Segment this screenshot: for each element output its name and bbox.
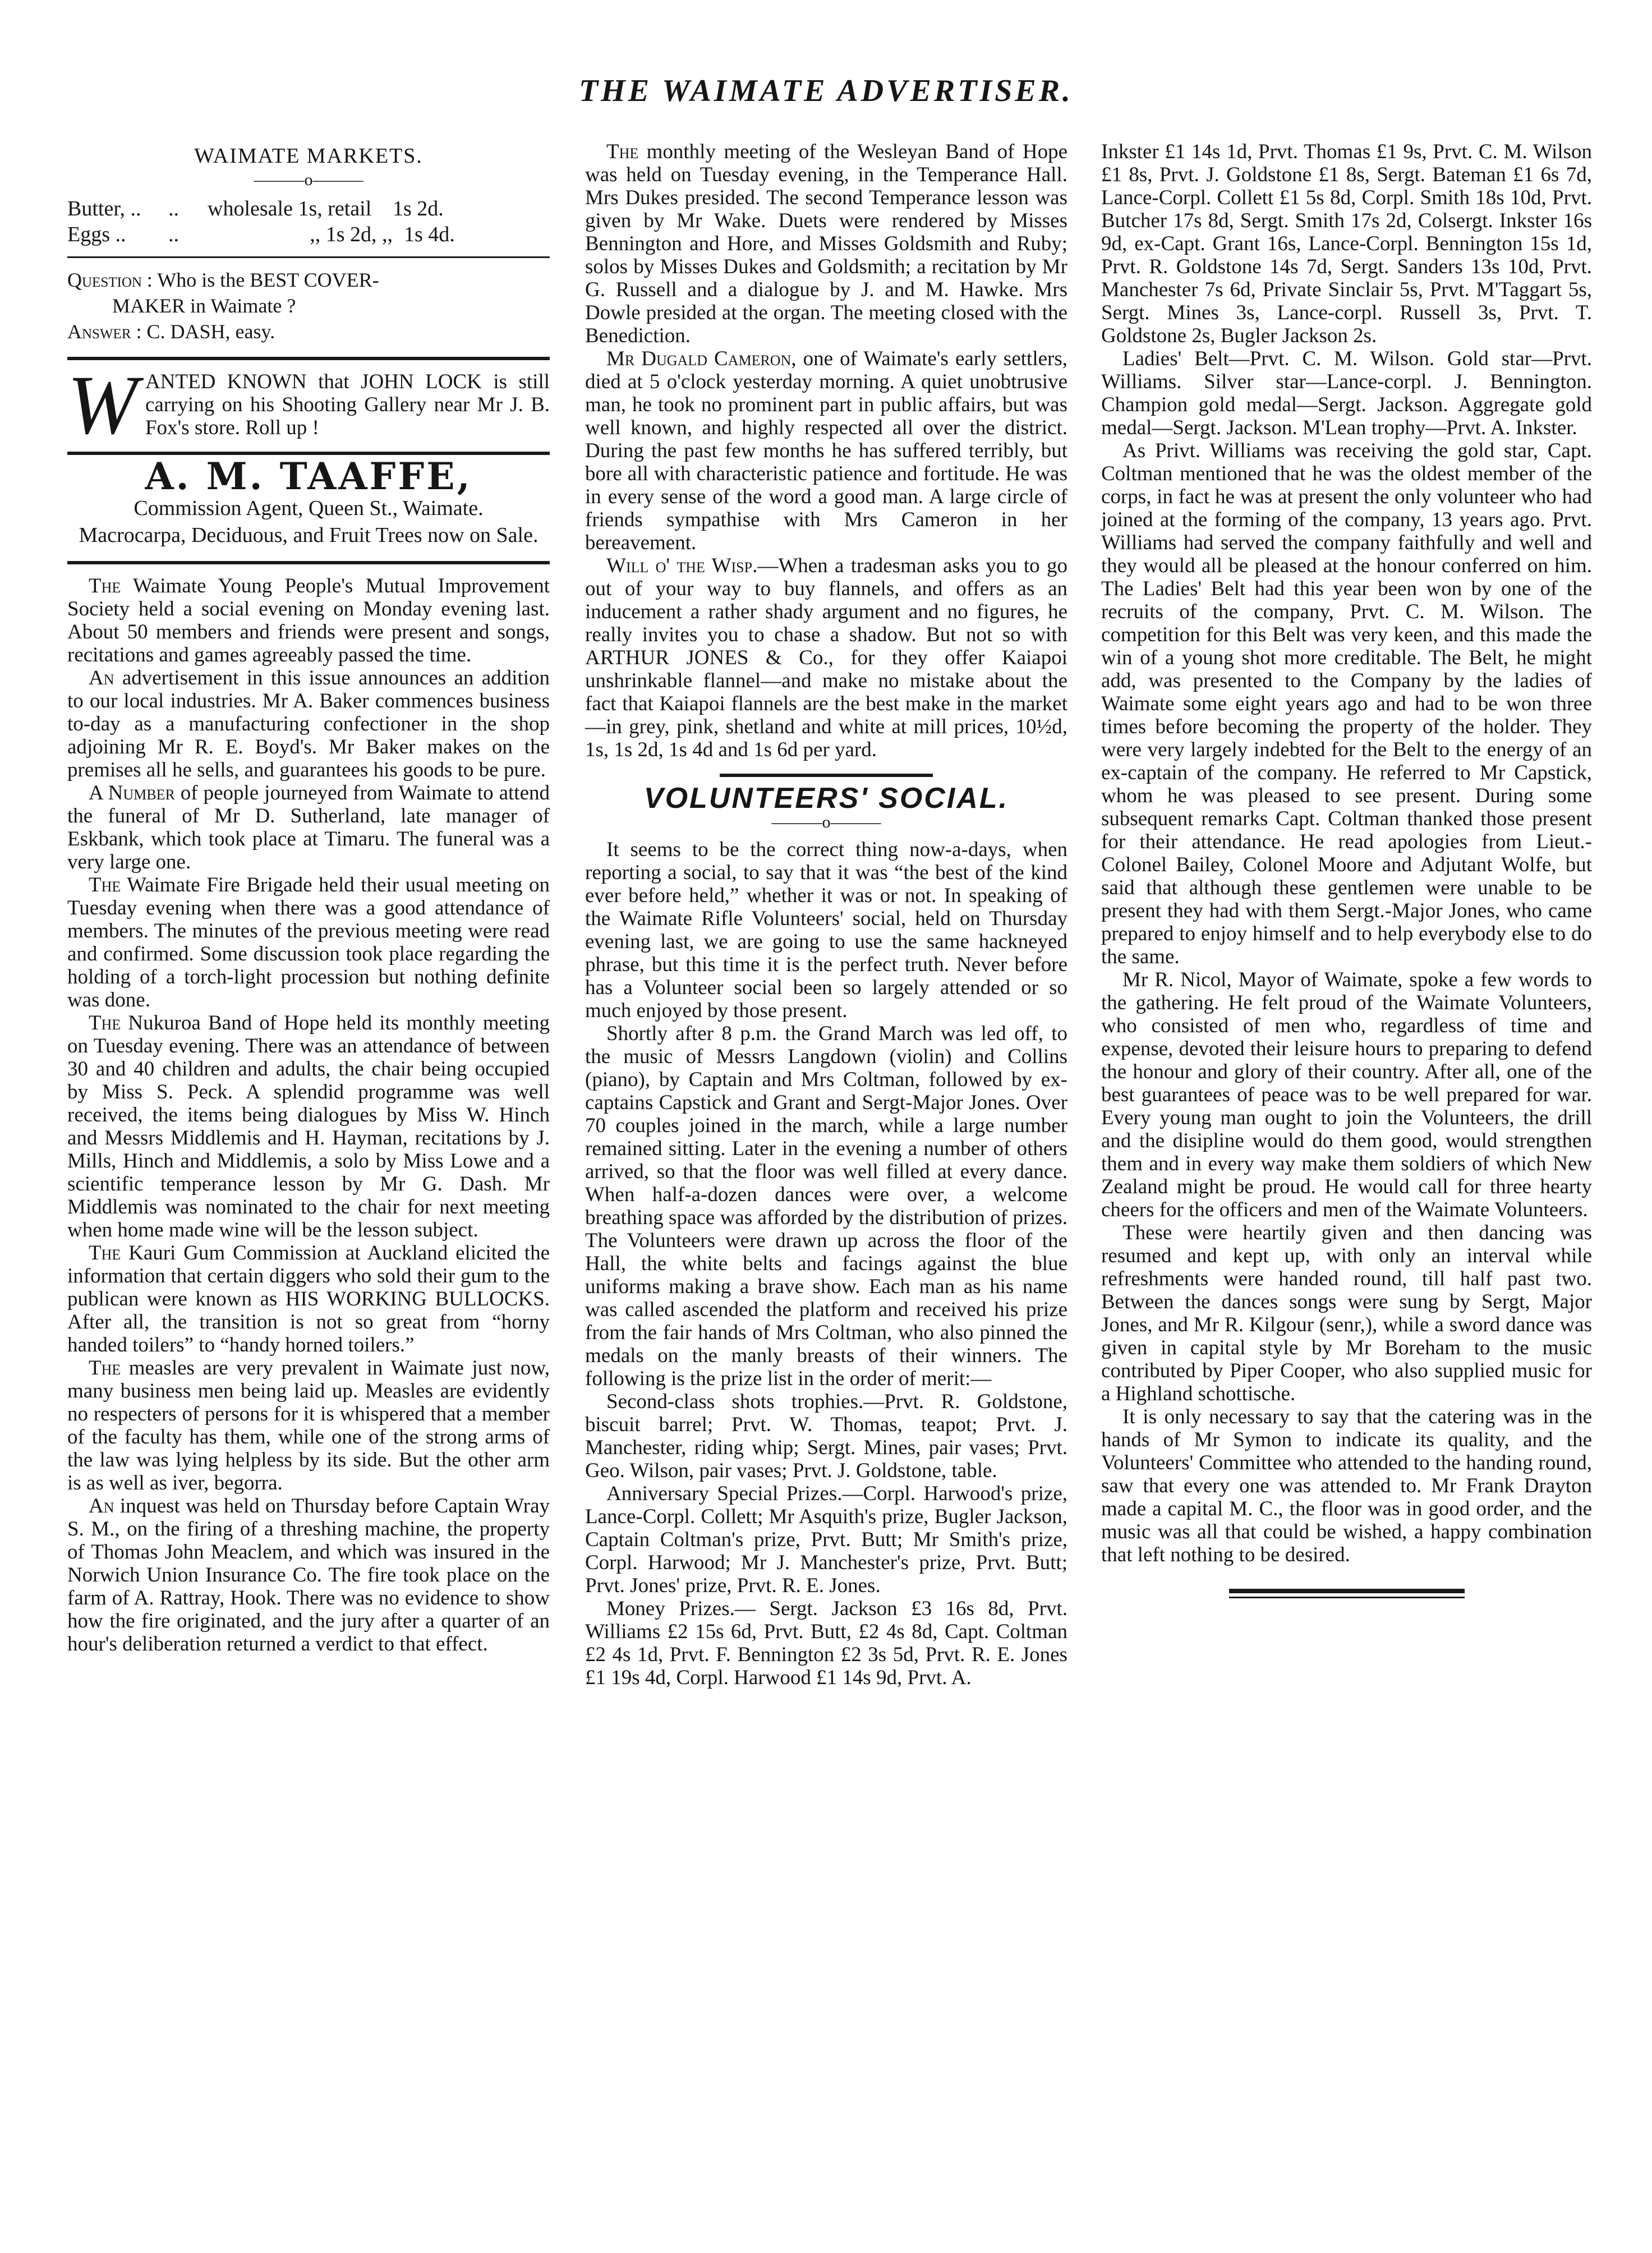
para-lead: An: [89, 1495, 114, 1518]
news-paragraph: [67, 1011, 550, 1242]
markets-title: WAIMATE MARKETS.: [194, 144, 423, 168]
wanted-text: ANTED KNOWN that JOHN LOCK is still carrying on his Shooting Gallery near Mr J. B. Fox's store. Roll up !: [145, 370, 550, 439]
para-lead: The: [606, 140, 639, 163]
para-text: inquest was held on Thursday before Captain Wray S. M., on the firing of a threshing machine, the property of Thomas John Meaclem, and which was insured in the Norwich Union Insurance Co. The fire took place on the farm of A. Rattray, Hook. There was no evidence to show how the fire originated, and the jury after a quarter of an hour's deliberation returned a verdict to that effect.: [67, 1495, 550, 1656]
taffe-line-2: Macrocarpa, Deciduous, and Fruit Trees now on Sale.: [79, 523, 539, 547]
social-paragraph: It seems to be the correct thing now-a-days, when reporting a social, to say that it was “the best of the kind ever before held,” whether it was or not. In speaking of the Waimate Rifle Volunteers' social, held on Thursday evening last, we are going to use the same hackneyed phrase, but this time it is the perfect truth. Never before has a Volunteer social been so largely attended or so much enjoyed by those present.: [585, 838, 1067, 1022]
social-divider: ———o———: [771, 813, 881, 831]
market-detail: wholesale 1s, retail: [208, 197, 372, 220]
para-lead: A Number: [89, 781, 175, 804]
news-paragraph: [67, 666, 550, 781]
news-paragraph: [67, 574, 550, 666]
answer-label: Answer :: [67, 320, 142, 343]
para-lead: Will o' the Wisp.: [606, 554, 758, 577]
para-text: measles are very prevalent in Waimate just now, many business men being laid up. Measles are evidently no respecters of persons for it is whispered that a member of the faculty has them, while one of the strong arms of the law was lying helpless by its side. But the other arm is as well as iver, begorra.: [67, 1357, 550, 1495]
social-paragraph: Shortly after 8 p.m. the Grand March was led off, to the music of Messrs Langdown (violin) and Collins (piano), by Captain and Mrs Coltman, followed by ex-captains Capstick and Grant and Sergt-Major Jones. Over 70 couples joined in the march, while a large number remained sitting. Later in the evening a number of others arrived, so that the floor was well filled at every dance. When half-a-dozen dances were over, a welcome breathing space was afforded by the distribution of prizes. The Volunteers were drawn up across the floor of the Hall, the white belts and facings against the blue uniforms making a brave show. Each man as his name was called ascended the platform and received his prize from the fair hands of Mrs Coltman, who also pinned the medals on the manly breasts of their winners. The following is the prize list in the order of merit:—: [585, 1022, 1067, 1390]
para-text: Kauri Gum Commission at Auckland elicited the information that certain diggers who sold their gum to the publican were known as HIS WORKING BULLOCKS. After all, the transition is not so great from “horny handed toilers” to “handy horned toilers.”: [67, 1242, 550, 1357]
para-text: Waimate Fire Brigade held their usual meeting on Tuesday evening when there was a good attendance of members. The minutes of the previous meeting were read and confirmed. Some discussion took place regarding the holding of a torch-light procession but nothing definite was done.: [67, 873, 550, 1011]
wanted-notice: [67, 358, 550, 452]
para-lead: The: [89, 1011, 121, 1034]
para-text: advertisement in this issue announces an addition to our local industries. Mr A. Baker commences business to-day as a manufacturing confectioner in the shop adjoining Mr R. E. Boyd's. Mr Baker makes on the premises all he sells, and guarantees his goods to be pure.: [67, 666, 550, 781]
market-price: 1s 4d.: [404, 223, 455, 246]
divider-rule-thick: [67, 561, 550, 564]
column-1: [67, 140, 550, 1656]
news-paragraph: [67, 1495, 550, 1656]
para-text: —When a tradesman asks you to go out of your way to buy flannels, and offers as an inducement a rather shady argument and no figures, he really invites you to chase a shadow. But not so with ARTHUR JONES & Co., for they offer Kaiapoi unshrinkable flannel—and make no mistake about the fact that Kaiapoi flannels are the best make in the market—in grey, pink, shetland and white at mill prices, 10½d, 1s, 1s 2d, 1s 4d and 1s 6d per yard.: [585, 554, 1067, 761]
news-paragraph: [585, 554, 1067, 761]
news-paragraph: [67, 1357, 550, 1495]
social-paragraph: Ladies' Belt—Prvt. C. M. Wilson. Gold star—Prvt. Williams. Silver star—Lance-corpl. J. Bennington. Champion gold medal—Sergt. Jackson. Aggregate gold medal—Sergt. Jackson. M'Lean trophy—Prvt. A. Inkster.: [1101, 347, 1592, 439]
para-lead: The: [89, 873, 121, 896]
social-paragraph: As Privt. Williams was receiving the gold star, Capt. Coltman mentioned that he was the oldest member of the corps, in fact he was at present the only volunteer who had joined at the forming of the company, 13 years ago. Prvt. Williams had served the company faithfully and well and they would all be pleased at the honour conferred on him. The Ladies' Belt had this year been won by one of the recruits of the company, Prvt. C. M. Wilson. The competition for this Belt was very keen, and this made the win of a young shot more creditable. The Belt, he might add, was presented to the Company by the ladies of Waimate some eight years ago and had to be won three times before becoming the property of the holder. They were very largely indebted for the Belt to the energy of an ex-captain of the company. He referred to Mr Capstick, whom he was pleased to see present. During some subsequent remarks Capt. Coltman thanked those present for their attendance. He read apologies from Lieut.-Colonel Bailey, Colonel Moore and Adjutant Wolfe, but said that although these gentlemen were unable to be present they had with them Sergt.-Major Jones, who came prepared to enjoy himself and to help everybody else to do the same.: [1101, 439, 1592, 968]
news-paragraph: [67, 1242, 550, 1357]
para-text: Waimate Young People's Mutual Improvement Society held a social evening on Monday evening last. About 50 members and friends were present and songs, recitations and games agreeably passed the time.: [67, 574, 550, 666]
market-dots: ..: [168, 197, 179, 220]
news-paragraph: [585, 140, 1067, 347]
question-label: Question :: [67, 269, 153, 291]
divider-rule-thick: [720, 774, 933, 777]
divider-rule-thick: [67, 357, 550, 360]
social-continued: Inkster £1 14s 1d, Prvt. Thomas £1 9s, Prvt. C. M. Wilson £1 8s, Prvt. J. Goldstone £1 8s, Sergt. Bateman £1 6s 7d, Lance-Corpl. Collett £1 5s 8d, Corpl. Smith 18s 10d, Prvt. Butcher 17s 8d, Sergt. Smith 17s 2d, Colsergt. Inkster 16s 9d, ex-Capt. Grant 16s, Lance-Corpl. Bennington 15s 1d, Prvt. R. Goldstone 14s 7d, Sergt. Sanders 13s 10d, Prvt. Manchester 7s 6d, Private Sinclair 5s, Prvt. M'Taggart 5s, Sergt. Mines 3s, Lance-corpl. Russell 3s, Prvt. T. Goldstone 2s, Bugler Jackson 2s.: [1101, 140, 1592, 347]
market-item: Eggs ..: [67, 223, 126, 246]
social-paragraph: Anniversary Special Prizes.—Corpl. Harwood's prize, Lance-Corpl. Collett; Mr Asquith's prize, Bugler Jackson, Captain Coltman's prize, Prvt. Butt; Mr Smith's prize, Corpl. Harwood; Mr J. Manchester's prize, Prvt. Butt; Prvt. Jones' prize, Prvt. R. E. Jones.: [585, 1482, 1067, 1597]
para-lead: The: [89, 1357, 121, 1380]
para-text: monthly meeting of the Wesleyan Band of Hope was held on Tuesday evening, in the Temperance Hall. Mrs Dukes presided. The second Temperance lesson was given by Mr Wake. Duets were rendered by Misses Bennington and Hore, and Misses Goldsmith and Ruby; solos by Misses Dukes and Goldsmith; a recitation by Mr G. Russell and a dialogue by J. and M. Hawke. Mrs Dowle presided at the organ. The meeting closed with the Benediction.: [585, 140, 1067, 347]
question-text: Who is the BEST COVER-: [157, 269, 379, 291]
para-lead: An: [89, 666, 114, 689]
market-item: Butter, ..: [67, 197, 141, 220]
taffe-advert-title: A. M. TAAFFE,: [145, 454, 472, 498]
market-row-butter: [67, 196, 550, 222]
masthead: THE WAIMATE ADVERTISER.: [578, 73, 1074, 108]
para-text: Nukuroa Band of Hope held its monthly meeting on Tuesday evening. There was an attendance of between 30 and 40 children and adults, the chair being occupied by Miss S. Peck. A splendid programme was well received, the items being dialogues by Miss W. Hinch and Messrs Middlemis and H. Hayman, recitations by J. Mills, Hinch and Middlemis, a solo by Miss Lowe and a scientific temperance lesson by Mr G. Dash. Mr Middlemis was nominated to the chair for next meeting when home made wine will be the lesson subject.: [67, 1011, 550, 1242]
market-detail: ,, 1s 2d, ,,: [310, 223, 393, 246]
social-paragraph: Second-class shots trophies.—Prvt. R. Goldstone, biscuit barrel; Prvt. W. Thomas, teapot; Prvt. J. Manchester, riding whip; Sergt. Mines, pair vases; Prvt. Geo. Wilson, pair vases; Prvt. J. Goldstone, table.: [585, 1390, 1067, 1482]
social-paragraph: Mr R. Nicol, Mayor of Waimate, spoke a few words to the gathering. He felt proud of the Waimate Volunteers, who consisted of men who, regardless of time and expense, devoted their leisure hours to preparing to defend the honour and glory of their country. After all, one of the best guarantees of peace was to be well prepared for war. Every young man ought to join the Volunteers, the drill and the disipline would do them good, would strengthen them and in every way make them soldiers of which New Zealand might be proud. He would call for three hearty cheers for the officers and men of the Waimate Volunteers.: [1101, 968, 1592, 1221]
column-3: [1101, 140, 1592, 1598]
divider-rule: [67, 256, 550, 258]
question-text-2: MAKER in Waimate ?: [112, 295, 296, 317]
para-text: of people journeyed from Waimate to attend the funeral of Mr D. Sutherland, late manager of Eskbank, which took place at Timaru. The funeral was a very large one.: [67, 781, 550, 873]
para-text: one of Waimate's early settlers, died at 5 o'clock yesterday morning. A quiet unobtrusive man, he took no prominent part in public affairs, but was well known, and highly respected all over the district. During the past few months he has suffered terribly, but bore all with characteristic patience and fortitude. He was in every sense of the word a good man. A large circle of friends sympathise with Mrs Cameron in her bereavement.: [585, 347, 1067, 554]
taffe-line-1: Commission Agent, Queen St., Waimate.: [134, 496, 484, 520]
end-rule: [1229, 1589, 1465, 1598]
market-row-eggs: [67, 222, 550, 247]
social-paragraph: These were heartily given and then dancing was resumed and kept up, with only an interval while refreshments were handed round, till half past two. Between the dances songs were sung by Sergt, Major Jones, and Mr R. Kilgour (senr,), while a sword dance was given in capital style by Mr Boreham to the music contributed by Piper Cooper, who also supplied music for a Highland schottische.: [1101, 1221, 1592, 1405]
market-price: 1s 2d.: [393, 197, 444, 220]
market-dots: ..: [168, 223, 179, 246]
para-lead: The: [89, 1242, 121, 1265]
news-paragraph: [585, 347, 1067, 554]
social-headline: VOLUNTEERS' SOCIAL.: [643, 782, 1009, 815]
social-paragraph: Money Prizes.— Sergt. Jackson £3 16s 8d, Prvt. Williams £2 15s 6d, Prvt. Butt, £2 4s 8d, Capt. Coltman £2 4s 1d, Prvt. F. Bennington £2 3s 5d, Prvt. R. E. Jones £1 19s 4d, Corpl. Harwood £1 14s 9d, Prvt. A.: [585, 1597, 1067, 1689]
para-lead: Mr Dugald Cameron,: [606, 347, 797, 370]
markets-divider: ———o———: [254, 171, 363, 189]
para-lead: The: [89, 574, 121, 597]
social-paragraph: It is only necessary to say that the catering was in the hands of Mr Symon to indicate its quality, and the Volunteers' Committee who attended to the handing round, saw that every one was attended to. Mr Frank Drayton made a capital M. C., the floor was in good order, and the music was all that could be wished, a happy combination that left nothing to be desired.: [1101, 1405, 1592, 1566]
question-block: [67, 267, 550, 344]
news-paragraph: [67, 873, 550, 1011]
news-paragraph: [67, 781, 550, 873]
column-2: [585, 140, 1067, 1689]
drop-cap: W: [67, 358, 137, 452]
answer-text: C. DASH, easy.: [146, 320, 275, 343]
